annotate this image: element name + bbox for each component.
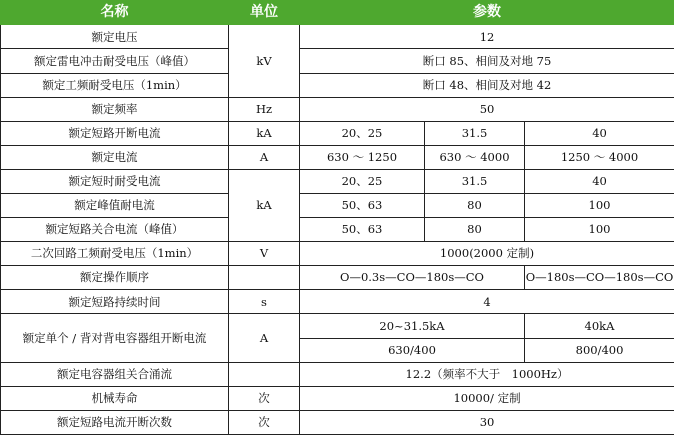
table-row (1, 242, 674, 266)
row-value-2: 630 ～ 4000 (425, 145, 525, 169)
table-row (1, 49, 674, 73)
row-value: 12.2（频率不大于 1000Hz） (300, 362, 674, 386)
table-row (1, 218, 674, 242)
row-unit: kA (229, 169, 300, 241)
row-value-3: 100 (525, 193, 674, 217)
row-name: 额定电流 (1, 145, 229, 169)
row-name: 二次回路工频耐受电压（1min） (1, 242, 229, 266)
row-unit: V (229, 242, 300, 266)
row-unit: s (229, 290, 300, 314)
table-row (1, 386, 674, 410)
row-value-3: 40 (525, 169, 674, 193)
row-name: 额定短路电流开断次数 (1, 410, 229, 434)
row-unit: 次 (229, 410, 300, 434)
row-name: 额定工频耐受电压（1min） (1, 73, 229, 97)
row-value-3: 1250 ～ 4000 (525, 145, 674, 169)
row-value: 1000(2000 定制) (300, 242, 674, 266)
row-value-2: 80 (425, 193, 525, 217)
row-value-2: 31.5 (425, 121, 525, 145)
table-row (1, 73, 674, 97)
row-value-3: 40 (525, 121, 674, 145)
row-value: 12 (300, 25, 674, 49)
row-value-1: 630 ～ 1250 (300, 145, 425, 169)
row-value: 10000/ 定制 (300, 386, 674, 410)
row-value-1: 50、63 (300, 218, 425, 242)
row-value-1: 20、25 (300, 169, 425, 193)
row-name: 机械寿命 (1, 386, 229, 410)
row-value-2: 40kA (525, 314, 674, 338)
row-unit: kA (229, 121, 300, 145)
row-value-1: 50、63 (300, 193, 425, 217)
row-value: 断口 48、相间及对地 42 (300, 73, 674, 97)
header-unit: 单位 (229, 1, 300, 25)
row-value-3: 100 (525, 218, 674, 242)
row-value-1: 20、25 (300, 121, 425, 145)
row-value-1: 630/400 (300, 338, 525, 362)
table-header-row (1, 1, 674, 25)
row-name: 额定短时耐受电流 (1, 169, 229, 193)
table-row (1, 169, 674, 193)
table-row (1, 362, 674, 386)
row-name: 额定电容器组关合涌流 (1, 362, 229, 386)
row-value: 断口 85、相间及对地 75 (300, 49, 674, 73)
row-value: 4 (300, 290, 674, 314)
row-unit: A (229, 314, 300, 362)
table-row (1, 290, 674, 314)
row-name: 额定短路开断电流 (1, 121, 229, 145)
row-value-2: 80 (425, 218, 525, 242)
table-row (1, 314, 674, 338)
row-name: 额定雷电冲击耐受电压（峰值） (1, 49, 229, 73)
row-unit: Hz (229, 97, 300, 121)
header-params: 参数 (300, 1, 674, 25)
row-name: 额定峰值耐电流 (1, 193, 229, 217)
table-row (1, 266, 674, 290)
row-unit (229, 266, 300, 290)
row-unit: kV (229, 25, 300, 97)
row-unit: A (229, 145, 300, 169)
row-name: 额定频率 (1, 97, 229, 121)
table-row (1, 25, 674, 49)
row-value-2: O—180s—CO—180s—CO (525, 266, 674, 290)
row-unit: 次 (229, 386, 300, 410)
row-name: 额定短路关合电流（峰值） (1, 218, 229, 242)
row-value: 30 (300, 410, 674, 434)
row-value-1: O—0.3s—CO—180s—CO (300, 266, 525, 290)
table-row (1, 193, 674, 217)
row-name: 额定电压 (1, 25, 229, 49)
row-name: 额定单个 / 背对背电容器组开断电流 (1, 314, 229, 362)
row-value-1: 20~31.5kA (300, 314, 525, 338)
row-name: 额定操作顺序 (1, 266, 229, 290)
row-unit (229, 362, 300, 386)
header-name: 名称 (1, 1, 229, 25)
row-value: 50 (300, 97, 674, 121)
row-value-2: 800/400 (525, 338, 674, 362)
row-name: 额定短路持续时间 (1, 290, 229, 314)
row-value-2: 31.5 (425, 169, 525, 193)
table-row (1, 410, 674, 434)
table-row (1, 97, 674, 121)
table-row (1, 145, 674, 169)
table-row (1, 121, 674, 145)
